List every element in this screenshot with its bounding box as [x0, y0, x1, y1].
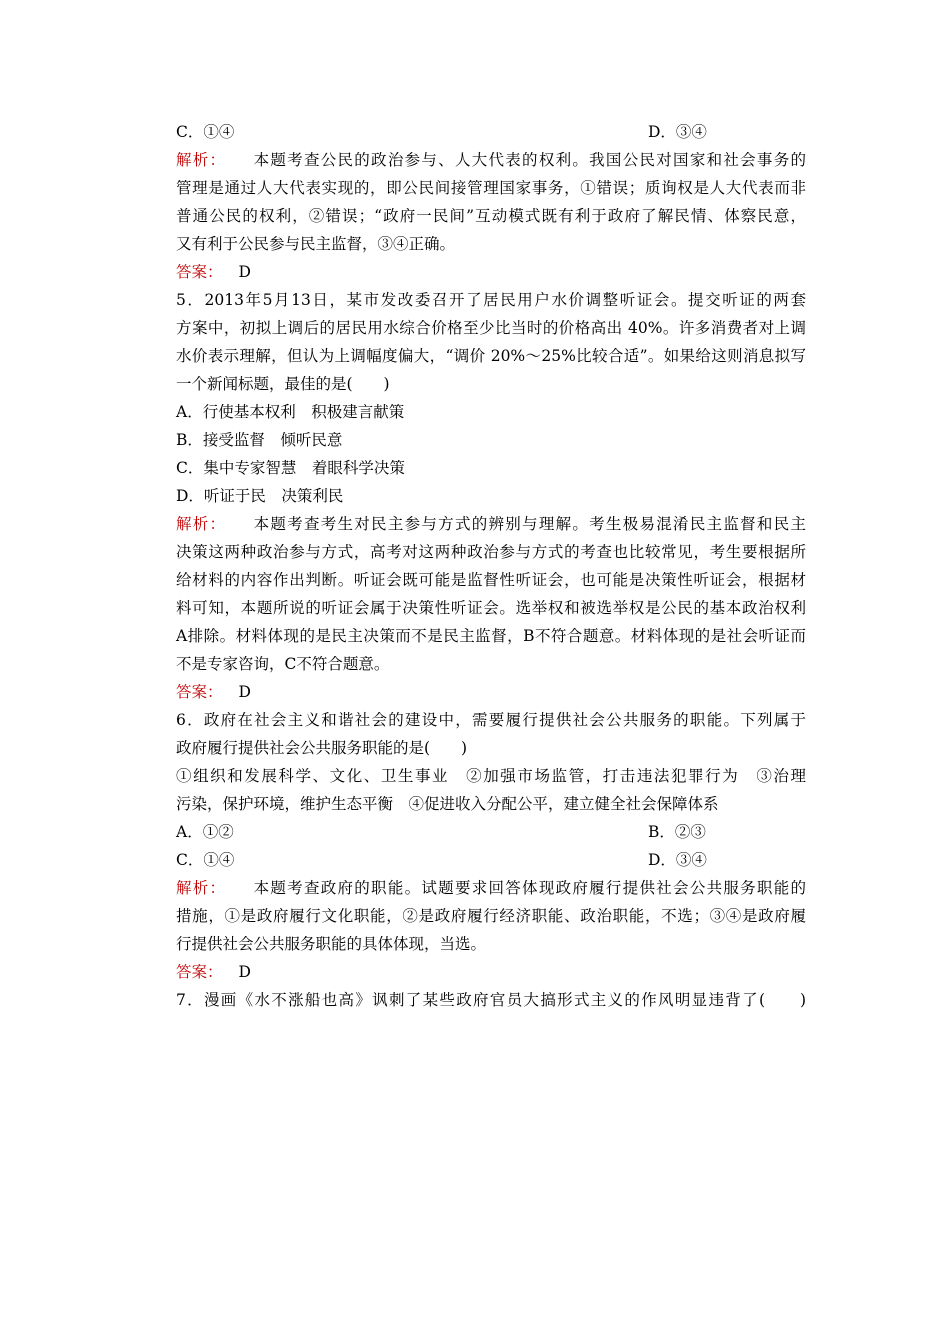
q6-stem-line-2: 政府履行提供社会公共服务职能的是( ) [176, 739, 468, 757]
q6-analysis-line-2: 措施，①是政府履行文化职能，②是政府履行经济职能、政治职能，不选；③④是政府履 [176, 907, 806, 925]
q6-options-row-2 [176, 850, 707, 870]
q5-answer [176, 682, 251, 702]
q4-analysis-line-1: 解析： 本题考查公民的政治参与、人大代表的权利。我国公民对国家和社会事务的 [176, 151, 806, 169]
q6-option-d: D．③④ [648, 851, 707, 869]
q5-analysis-line-1: 解析： 本题考查考生对民主参与方式的辨别与理解。考生极易混淆民主监督和民主 [176, 515, 806, 533]
q4-answer-value: D [238, 263, 251, 281]
q6-analysis-line-1: 解析： 本题考查政府的职能。试题要求回答体现政府履行提供社会公共服务职能的 [176, 879, 806, 897]
q5-option-d: D．听证于民 决策利民 [176, 487, 344, 505]
q5-option-a: A．行使基本权利 积极建言献策 [176, 403, 405, 421]
q6-items-line-2: 污染，保护环境，维护生态平衡 ④促进收入分配公平，建立健全社会保障体系 [176, 795, 719, 813]
q6-options-row-1 [176, 822, 706, 842]
q5-stem-line-3: 水价表示理解，但认为上调幅度偏大，“调价 20%～25%比较合适”。如果给这则消息拟写 [176, 347, 806, 365]
q4-analysis-label: 解析： [176, 151, 227, 169]
q5-analysis-label: 解析： [176, 515, 227, 533]
q6-option-a: A．①② [176, 823, 234, 841]
q4-options-row [176, 122, 707, 142]
q6-analysis-line-3: 行提供社会公共服务职能的具体体现，当选。 [176, 935, 487, 953]
q5-analysis-line-3: 给材料的内容作出判断。听证会既可能是监督性听证会，也可能是决策性听证会，根据材 [176, 571, 806, 589]
q5-answer-label: 答案： [176, 683, 223, 701]
q6-stem-line-1: 6．政府在社会主义和谐社会的建设中，需要履行提供社会公共服务的职能。下列属于 [176, 711, 806, 729]
q5-answer-value: D [238, 683, 251, 701]
q5-stem-line-4: 一个新闻标题，最佳的是( ) [176, 375, 390, 393]
q6-analysis-label: 解析： [176, 879, 227, 897]
q4-option-d: D．③④ [648, 123, 707, 141]
q6-items-line-1: ①组织和发展科学、文化、卫生事业 ②加强市场监管，打击违法犯罪行为 ③治理 [176, 767, 806, 785]
q4-option-c: C．①④ [176, 123, 235, 141]
q5-option-c: C．集中专家智慧 着眼科学决策 [176, 459, 405, 477]
q4-answer-label: 答案： [176, 263, 223, 281]
q5-analysis-line-6: 不是专家咨询，C不符合题意。 [176, 655, 390, 673]
q6-answer-value: D [238, 963, 251, 981]
q5-analysis-line-4: 料可知，本题所说的听证会属于决策性听证会。选举权和被选举权是公民的基本政治权利 [176, 599, 806, 617]
q5-stem-line-2: 方案中，初拟上调后的居民用水综合价格至少比当时的价格高出 40%。许多消费者对上调 [176, 319, 806, 337]
q4-answer [176, 262, 251, 282]
q5-option-b: B．接受监督 倾听民意 [176, 431, 343, 449]
q7-stem: 7．漫画《水不涨船也高》讽刺了某些政府官员大搞形式主义的作风明显违背了( ) [176, 991, 806, 1009]
q6-answer [176, 962, 251, 982]
q5-analysis-line-5: A排除。材料体现的是民主决策而不是民主监督，B不符合题意。材料体现的是社会听证而 [176, 627, 806, 645]
q6-answer-label: 答案： [176, 963, 223, 981]
q4-analysis-line-4: 又有利于公民参与民主监督，③④正确。 [176, 235, 456, 253]
q4-analysis-line-3: 普通公民的权利，②错误；“政府一民间”互动模式既有利于政府了解民情、体察民意， [176, 207, 806, 225]
q4-analysis-line-2: 管理是通过人大代表实现的，即公民间接管理国家事务，①错误；质询权是人大代表而非 [176, 179, 806, 197]
q5-stem-line-1: 5．2013年5月13日，某市发改委召开了居民用户水价调整听证会。提交听证的两套 [176, 291, 806, 309]
q5-analysis-line-2: 决策这两种政治参与方式，高考对这两种政治参与方式的考查也比较常见，考生要根据所 [176, 543, 806, 561]
q6-option-b: B．②③ [648, 823, 706, 841]
q6-option-c: C．①④ [176, 851, 235, 869]
